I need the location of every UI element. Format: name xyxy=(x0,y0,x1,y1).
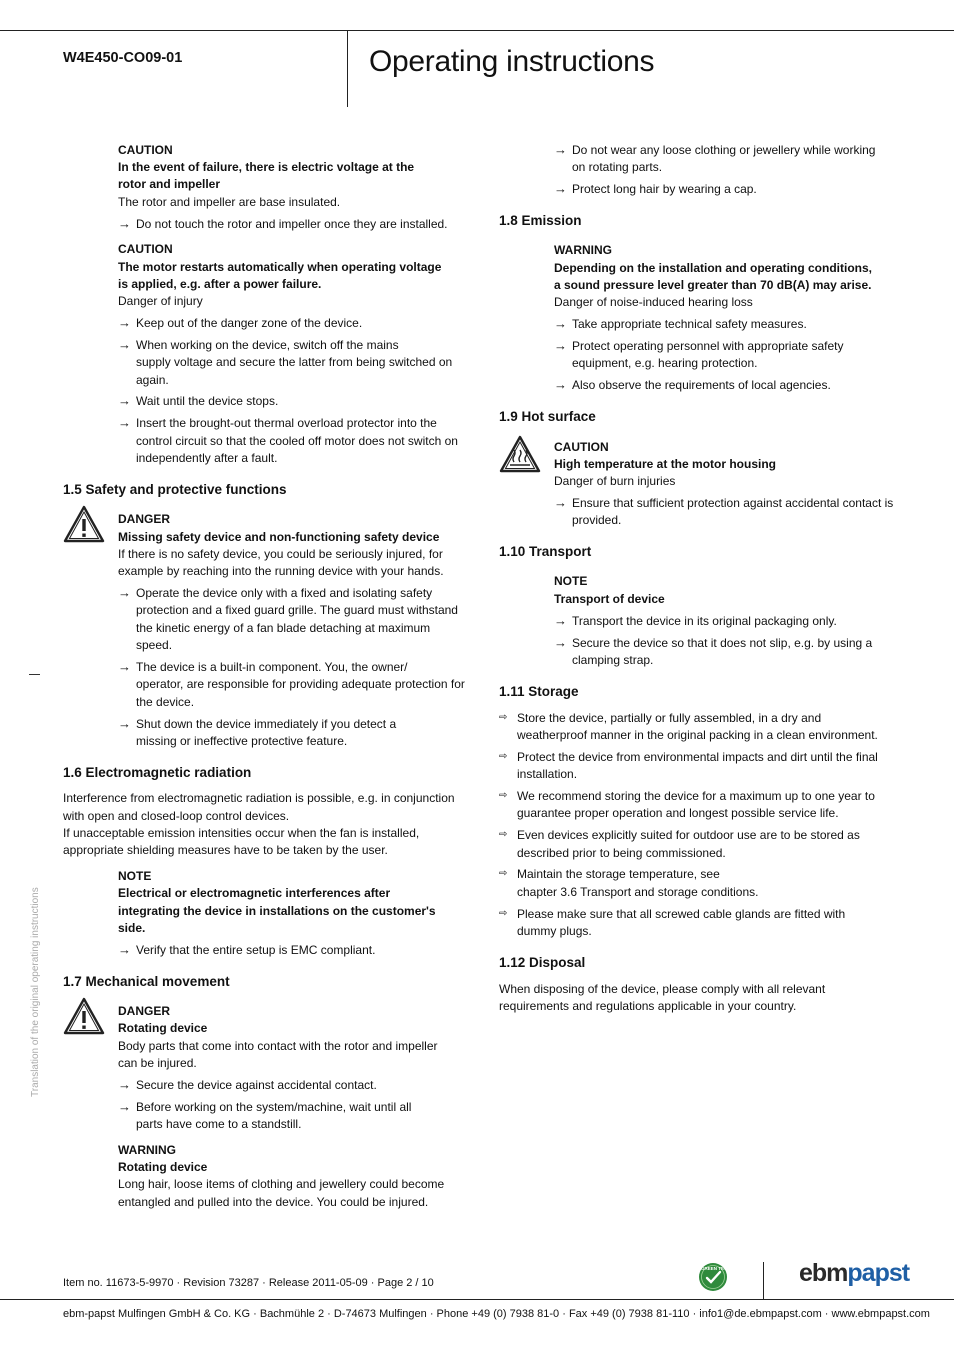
brand-logo-part2: papst xyxy=(847,1259,910,1287)
body-text: independently after a fault. xyxy=(136,451,278,465)
arrow-icon: → xyxy=(554,338,567,353)
instruction-item: Do not wear any loose clothing or jewellery while working xyxy=(572,143,876,157)
section-heading: 1.7 Mechanical movement xyxy=(63,974,230,989)
list-item: We recommend storing the device for a maximum up to one year to xyxy=(517,789,875,803)
body-text: entangled and pulled into the device. You could be injured. xyxy=(118,1195,429,1209)
body-text: Interference from electromagnetic radiation is possible, e.g. in conjunction xyxy=(63,791,455,805)
fold-mark xyxy=(29,674,40,675)
arrow-icon: → xyxy=(118,659,131,674)
body-text: parts have come to a standstill. xyxy=(136,1117,302,1131)
instruction-item: Verify that the entire setup is EMC compliant. xyxy=(136,943,376,957)
translation-note: Translation of the original operating instructions xyxy=(30,887,41,1097)
arrow-icon: → xyxy=(554,377,567,392)
section-heading: 1.12 Disposal xyxy=(499,955,586,970)
section-heading: 1.10 Transport xyxy=(499,544,592,559)
section-heading: 1.11 Storage xyxy=(499,684,579,699)
brand-logo xyxy=(799,1259,909,1288)
list-item: Store the device, partially or fully assembled, in a dry and xyxy=(517,711,822,725)
instruction-item: Do not touch the rotor and impeller once they are installed. xyxy=(136,217,448,231)
instruction-item: Secure the device so that it does not slip, e.g. by using a xyxy=(572,636,873,650)
bullet-arrow-icon: ⇨ xyxy=(499,829,508,840)
footer-brand-divider xyxy=(763,1262,764,1300)
body-text: operator, are responsible for providing adequate protection for xyxy=(136,677,465,691)
instruction-item: Protect operating personnel with appropriate safety xyxy=(572,339,844,353)
arrow-icon: → xyxy=(554,495,567,510)
emphasis-text: High temperature at the motor housing xyxy=(554,457,777,471)
footer-item-info: Item no. 11673-5-9970 · Revision 73287 · Release 2011-05-09 · Page 2 / 10 xyxy=(63,1277,434,1289)
header-divider xyxy=(347,30,348,107)
emphasis-text: The motor restarts automatically when operating voltage xyxy=(118,260,442,274)
instruction-item: When working on the device, switch off the mains xyxy=(136,338,399,352)
warning-triangle-icon xyxy=(63,505,105,543)
emphasis-text: DANGER xyxy=(118,1004,171,1018)
body-text: installation. xyxy=(517,767,578,781)
arrow-icon: → xyxy=(118,415,131,430)
emphasis-text: integrating the device in installations on the customer's xyxy=(118,904,436,918)
body-text: appropriate shielding measures have to be taken by the user. xyxy=(63,843,388,857)
body-text: with open and closed-loop control devices. xyxy=(63,809,290,823)
arrow-icon: → xyxy=(554,181,567,196)
body-text: clamping strap. xyxy=(572,653,654,667)
body-text: supply voltage and secure the latter from being switched on xyxy=(136,355,453,369)
body-text: If unacceptable emission intensities occur when the fan is installed, xyxy=(63,826,420,840)
arrow-icon: → xyxy=(118,1077,131,1092)
footer-rule xyxy=(0,1299,954,1300)
instruction-item: Shut down the device immediately if you detect a xyxy=(136,717,397,731)
document-id: W4E450-CO09-01 xyxy=(63,50,183,66)
arrow-icon: → xyxy=(554,613,567,628)
list-item: Protect the device from environmental impacts and dirt until the final xyxy=(517,750,878,764)
emphasis-text: rotor and impeller xyxy=(118,177,221,191)
section-heading: 1.8 Emission xyxy=(499,213,582,228)
instruction-item: Transport the device in its original packaging only. xyxy=(572,614,837,628)
emphasis-text: is applied, e.g. after a power failure. xyxy=(118,277,322,291)
body-text: the kinetic energy of a fan blade detaching at maximum xyxy=(136,621,431,635)
arrow-icon: → xyxy=(118,393,131,408)
list-item: Maintain the storage temperature, see xyxy=(517,867,720,881)
instruction-item: Protect long hair by wearing a cap. xyxy=(572,182,757,196)
body-text: the device. xyxy=(136,695,195,709)
bullet-arrow-icon: ⇨ xyxy=(499,868,508,879)
emphasis-text: Missing safety device and non-functioning safety device xyxy=(118,530,440,544)
arrow-icon: → xyxy=(118,216,131,231)
body-text: guarantee proper operation and longest possible service life. xyxy=(517,806,839,820)
arrow-icon: → xyxy=(118,315,131,330)
emphasis-text: WARNING xyxy=(554,243,612,257)
instruction-item: Ensure that sufficient protection against accidental contact is xyxy=(572,496,894,510)
emphasis-text: Rotating device xyxy=(118,1021,208,1035)
body-text: control circuit so that the cooled off motor does not switch on xyxy=(136,434,458,448)
body-text: When disposing of the device, please comply with all relevant xyxy=(499,982,826,996)
body-text: Danger of noise-induced hearing loss xyxy=(554,295,753,309)
arrow-icon: → xyxy=(554,635,567,650)
body-text: provided. xyxy=(572,513,622,527)
body-text: If there is no safety device, you could be seriously injured, for xyxy=(118,547,443,561)
brand-logo-part1: ebm xyxy=(799,1259,848,1287)
page-title: Operating instructions xyxy=(369,45,655,78)
body-text: dummy plugs. xyxy=(517,924,592,938)
instruction-item: The device is a built-in component. You, the owner/ xyxy=(136,660,408,674)
instruction-item: Wait until the device stops. xyxy=(136,394,279,408)
instruction-item: Before working on the system/machine, wait until all xyxy=(136,1100,412,1114)
list-item: Please make sure that all screwed cable glands are fitted with xyxy=(517,907,846,921)
instruction-item: Also observe the requirements of local agencies. xyxy=(572,378,831,392)
section-heading: 1.6 Electromagnetic radiation xyxy=(63,765,252,780)
header-top-rule xyxy=(0,30,954,31)
emphasis-text: a sound pressure level greater than 70 dB(A) may arise. xyxy=(554,278,872,292)
arrow-icon: → xyxy=(118,716,131,731)
emphasis-text: CAUTION xyxy=(554,440,609,454)
list-item: Even devices explicitly suited for outdoor use are to be stored as xyxy=(517,828,860,842)
body-text: weatherproof manner in the original packing in a clean environment. xyxy=(517,728,878,742)
emphasis-text: Transport of device xyxy=(554,592,665,606)
footer-company-info: ebm-papst Mulfingen GmbH & Co. KG · Bachmühle 2 · D-74673 Mulfingen · Phone +49 (0) 7938 81-0 · Fax +49 (0) 7938 81-110 · info1@de.ebmpapst.com · www.ebmpapst.com xyxy=(63,1308,930,1320)
body-text: on rotating parts. xyxy=(572,160,663,174)
body-text: Danger of burn injuries xyxy=(554,474,676,488)
section-heading: 1.9 Hot surface xyxy=(499,409,596,424)
body-text: can be injured. xyxy=(118,1056,197,1070)
instruction-item: Keep out of the danger zone of the device. xyxy=(136,316,363,330)
emphasis-text: WARNING xyxy=(118,1143,176,1157)
body-text: requirements and regulations applicable in your country. xyxy=(499,999,797,1013)
instruction-item: Insert the brought-out thermal overload protector into the xyxy=(136,416,437,430)
emphasis-text: DANGER xyxy=(118,512,171,526)
emphasis-text: CAUTION xyxy=(118,242,173,256)
body-text: described prior to being commissioned. xyxy=(517,846,726,860)
section-heading: 1.5 Safety and protective functions xyxy=(63,482,287,497)
instruction-item: Secure the device against accidental contact. xyxy=(136,1078,377,1092)
body-text: example by reaching into the running device with your hands. xyxy=(118,564,444,578)
emphasis-text: In the event of failure, there is electric voltage at the xyxy=(118,160,415,174)
body-text: again. xyxy=(136,373,169,387)
emphasis-text: Electrical or electromagnetic interferences after xyxy=(118,886,391,900)
body-text: equipment, e.g. hearing protection. xyxy=(572,356,758,370)
greentech-label: GREEN TECH xyxy=(701,1266,731,1271)
warning-triangle-icon xyxy=(63,997,105,1035)
instruction-item: Operate the device only with a fixed and isolating safety xyxy=(136,586,433,600)
arrow-icon: → xyxy=(554,142,567,157)
bullet-arrow-icon: ⇨ xyxy=(499,790,508,801)
emphasis-text: NOTE xyxy=(118,869,152,883)
hot-surface-icon xyxy=(499,435,541,473)
body-text: The rotor and impeller are base insulated. xyxy=(118,195,341,209)
body-text: speed. xyxy=(136,638,173,652)
body-text: chapter 3.6 Transport and storage conditions. xyxy=(517,885,759,899)
body-text: Danger of injury xyxy=(118,294,203,308)
arrow-icon: → xyxy=(118,1099,131,1114)
arrow-icon: → xyxy=(118,585,131,600)
emphasis-text: side. xyxy=(118,921,146,935)
body-text: Long hair, loose items of clothing and jewellery could become xyxy=(118,1177,445,1191)
arrow-icon: → xyxy=(118,337,131,352)
bullet-arrow-icon: ⇨ xyxy=(499,751,508,762)
instruction-item: Take appropriate technical safety measures. xyxy=(572,317,807,331)
body-text: protection and a fixed guard grille. The guard must withstand xyxy=(136,603,458,617)
bullet-arrow-icon: ⇨ xyxy=(499,908,508,919)
bullet-arrow-icon: ⇨ xyxy=(499,712,508,723)
emphasis-text: NOTE xyxy=(554,574,588,588)
arrow-icon: → xyxy=(118,942,131,957)
emphasis-text: Depending on the installation and operating conditions, xyxy=(554,261,872,275)
emphasis-text: Rotating device xyxy=(118,1160,208,1174)
body-text: missing or ineffective protective feature. xyxy=(136,734,348,748)
body-text: Body parts that come into contact with the rotor and impeller xyxy=(118,1039,438,1053)
arrow-icon: → xyxy=(554,316,567,331)
emphasis-text: CAUTION xyxy=(118,143,173,157)
